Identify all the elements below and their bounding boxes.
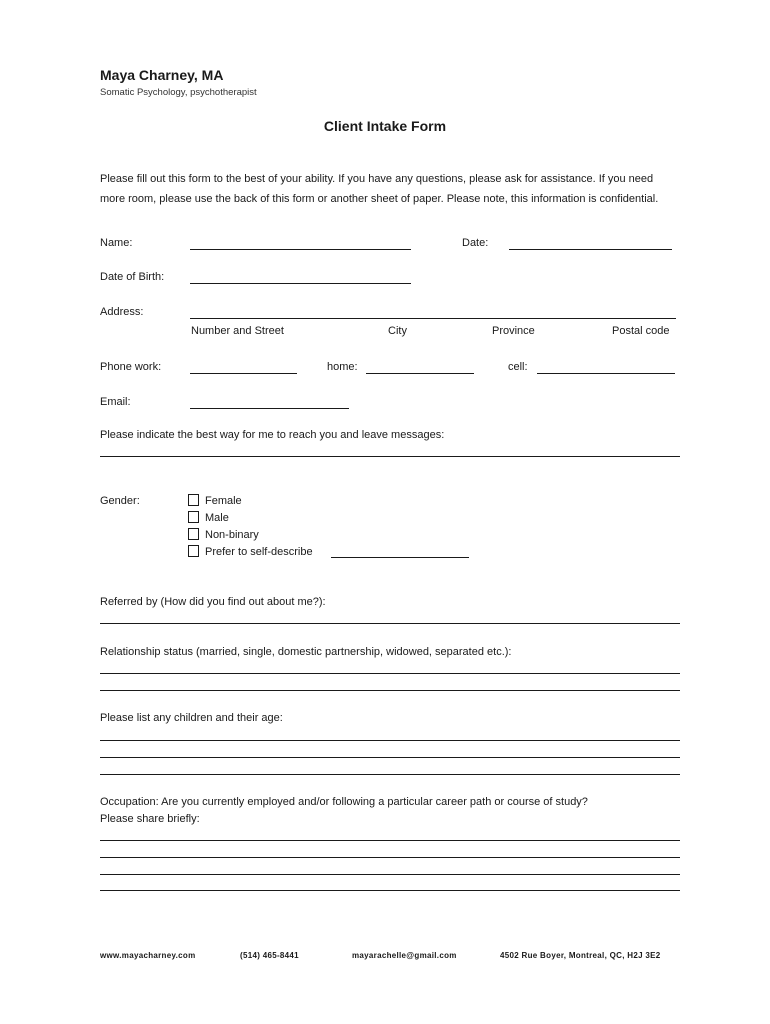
children-field-line[interactable]: [100, 740, 680, 741]
relationship-field-line[interactable]: [100, 673, 680, 674]
address-field[interactable]: [190, 318, 676, 319]
children-label: Please list any children and their age:: [100, 712, 283, 724]
nonbinary-checkbox[interactable]: [188, 528, 199, 540]
date-field[interactable]: [509, 249, 672, 250]
gender-option-self-describe[interactable]: [188, 544, 199, 562]
date-label: Date:: [462, 237, 489, 249]
occupation-label: Occupation: Are you currently employed and/or following a particular career path or course of study?: [100, 796, 588, 808]
email-label: Email:: [100, 396, 131, 408]
dob-label: Date of Birth:: [100, 271, 165, 283]
name-field[interactable]: [190, 249, 411, 250]
form-intro: Please fill out this form to the best of your ability. If you have any questions, please ask for assistance. If you need more room, please use the back of this form or another sheet of paper. Please note, this information is confidential.: [100, 173, 659, 205]
address-postal-caption: Postal code: [612, 325, 670, 337]
male-checkbox[interactable]: [188, 511, 199, 523]
contact-preference-field[interactable]: [100, 456, 680, 457]
phone-work-label: Phone work:: [100, 361, 162, 373]
address-label: Address:: [100, 306, 144, 318]
address-city-caption: City: [388, 325, 407, 337]
children-field-line[interactable]: [100, 774, 680, 775]
phone-cell-field[interactable]: [537, 373, 675, 374]
contact-preference-label: Please indicate the best way for me to reach you and leave messages:: [100, 429, 445, 441]
relationship-label: Relationship status (married, single, domestic partnership, widowed, separated etc.):: [100, 646, 512, 658]
referred-label: Referred by (How did you find out about me?):: [100, 596, 326, 608]
phone-cell-label: cell:: [508, 361, 528, 373]
gender-option-label: Prefer to self-describe: [205, 546, 313, 558]
practitioner-subtitle: Somatic Psychology, psychotherapist: [100, 87, 257, 98]
phone-home-label: home:: [327, 361, 358, 373]
footer-website: www.mayacharney.com: [100, 951, 196, 960]
occupation-label-cont: Please share briefly:: [100, 813, 200, 825]
footer-address: 4502 Rue Boyer, Montreal, QC, H2J 3E2: [500, 951, 661, 960]
practitioner-name: Maya Charney, MA: [100, 67, 224, 83]
children-field-line[interactable]: [100, 757, 680, 758]
gender-option-male[interactable]: [188, 510, 199, 528]
self-describe-checkbox[interactable]: [188, 545, 199, 557]
self-describe-field[interactable]: [331, 557, 469, 558]
name-label: Name:: [100, 237, 133, 249]
referred-field[interactable]: [100, 623, 680, 624]
footer-phone: (514) 465-8441: [240, 951, 299, 960]
address-province-caption: Province: [492, 325, 535, 337]
occupation-field-line[interactable]: [100, 840, 680, 841]
gender-option-label: Male: [205, 512, 229, 524]
relationship-field-line[interactable]: [100, 690, 680, 691]
footer-email: mayarachelle@gmail.com: [352, 951, 457, 960]
gender-option-label: Non-binary: [205, 529, 259, 541]
address-street-caption: Number and Street: [191, 325, 284, 337]
gender-option-female[interactable]: [188, 493, 199, 511]
dob-field[interactable]: [190, 283, 411, 284]
occupation-field-line[interactable]: [100, 890, 680, 891]
gender-option-label: Female: [205, 495, 242, 507]
occupation-field-line[interactable]: [100, 874, 680, 875]
female-checkbox[interactable]: [188, 494, 199, 506]
gender-label: Gender:: [100, 495, 140, 507]
form-title: Client Intake Form: [323, 118, 447, 134]
gender-option-nonbinary[interactable]: [188, 527, 199, 545]
email-field[interactable]: [190, 408, 349, 409]
occupation-field-line[interactable]: [100, 857, 680, 858]
phone-home-field[interactable]: [366, 373, 474, 374]
phone-work-field[interactable]: [190, 373, 297, 374]
